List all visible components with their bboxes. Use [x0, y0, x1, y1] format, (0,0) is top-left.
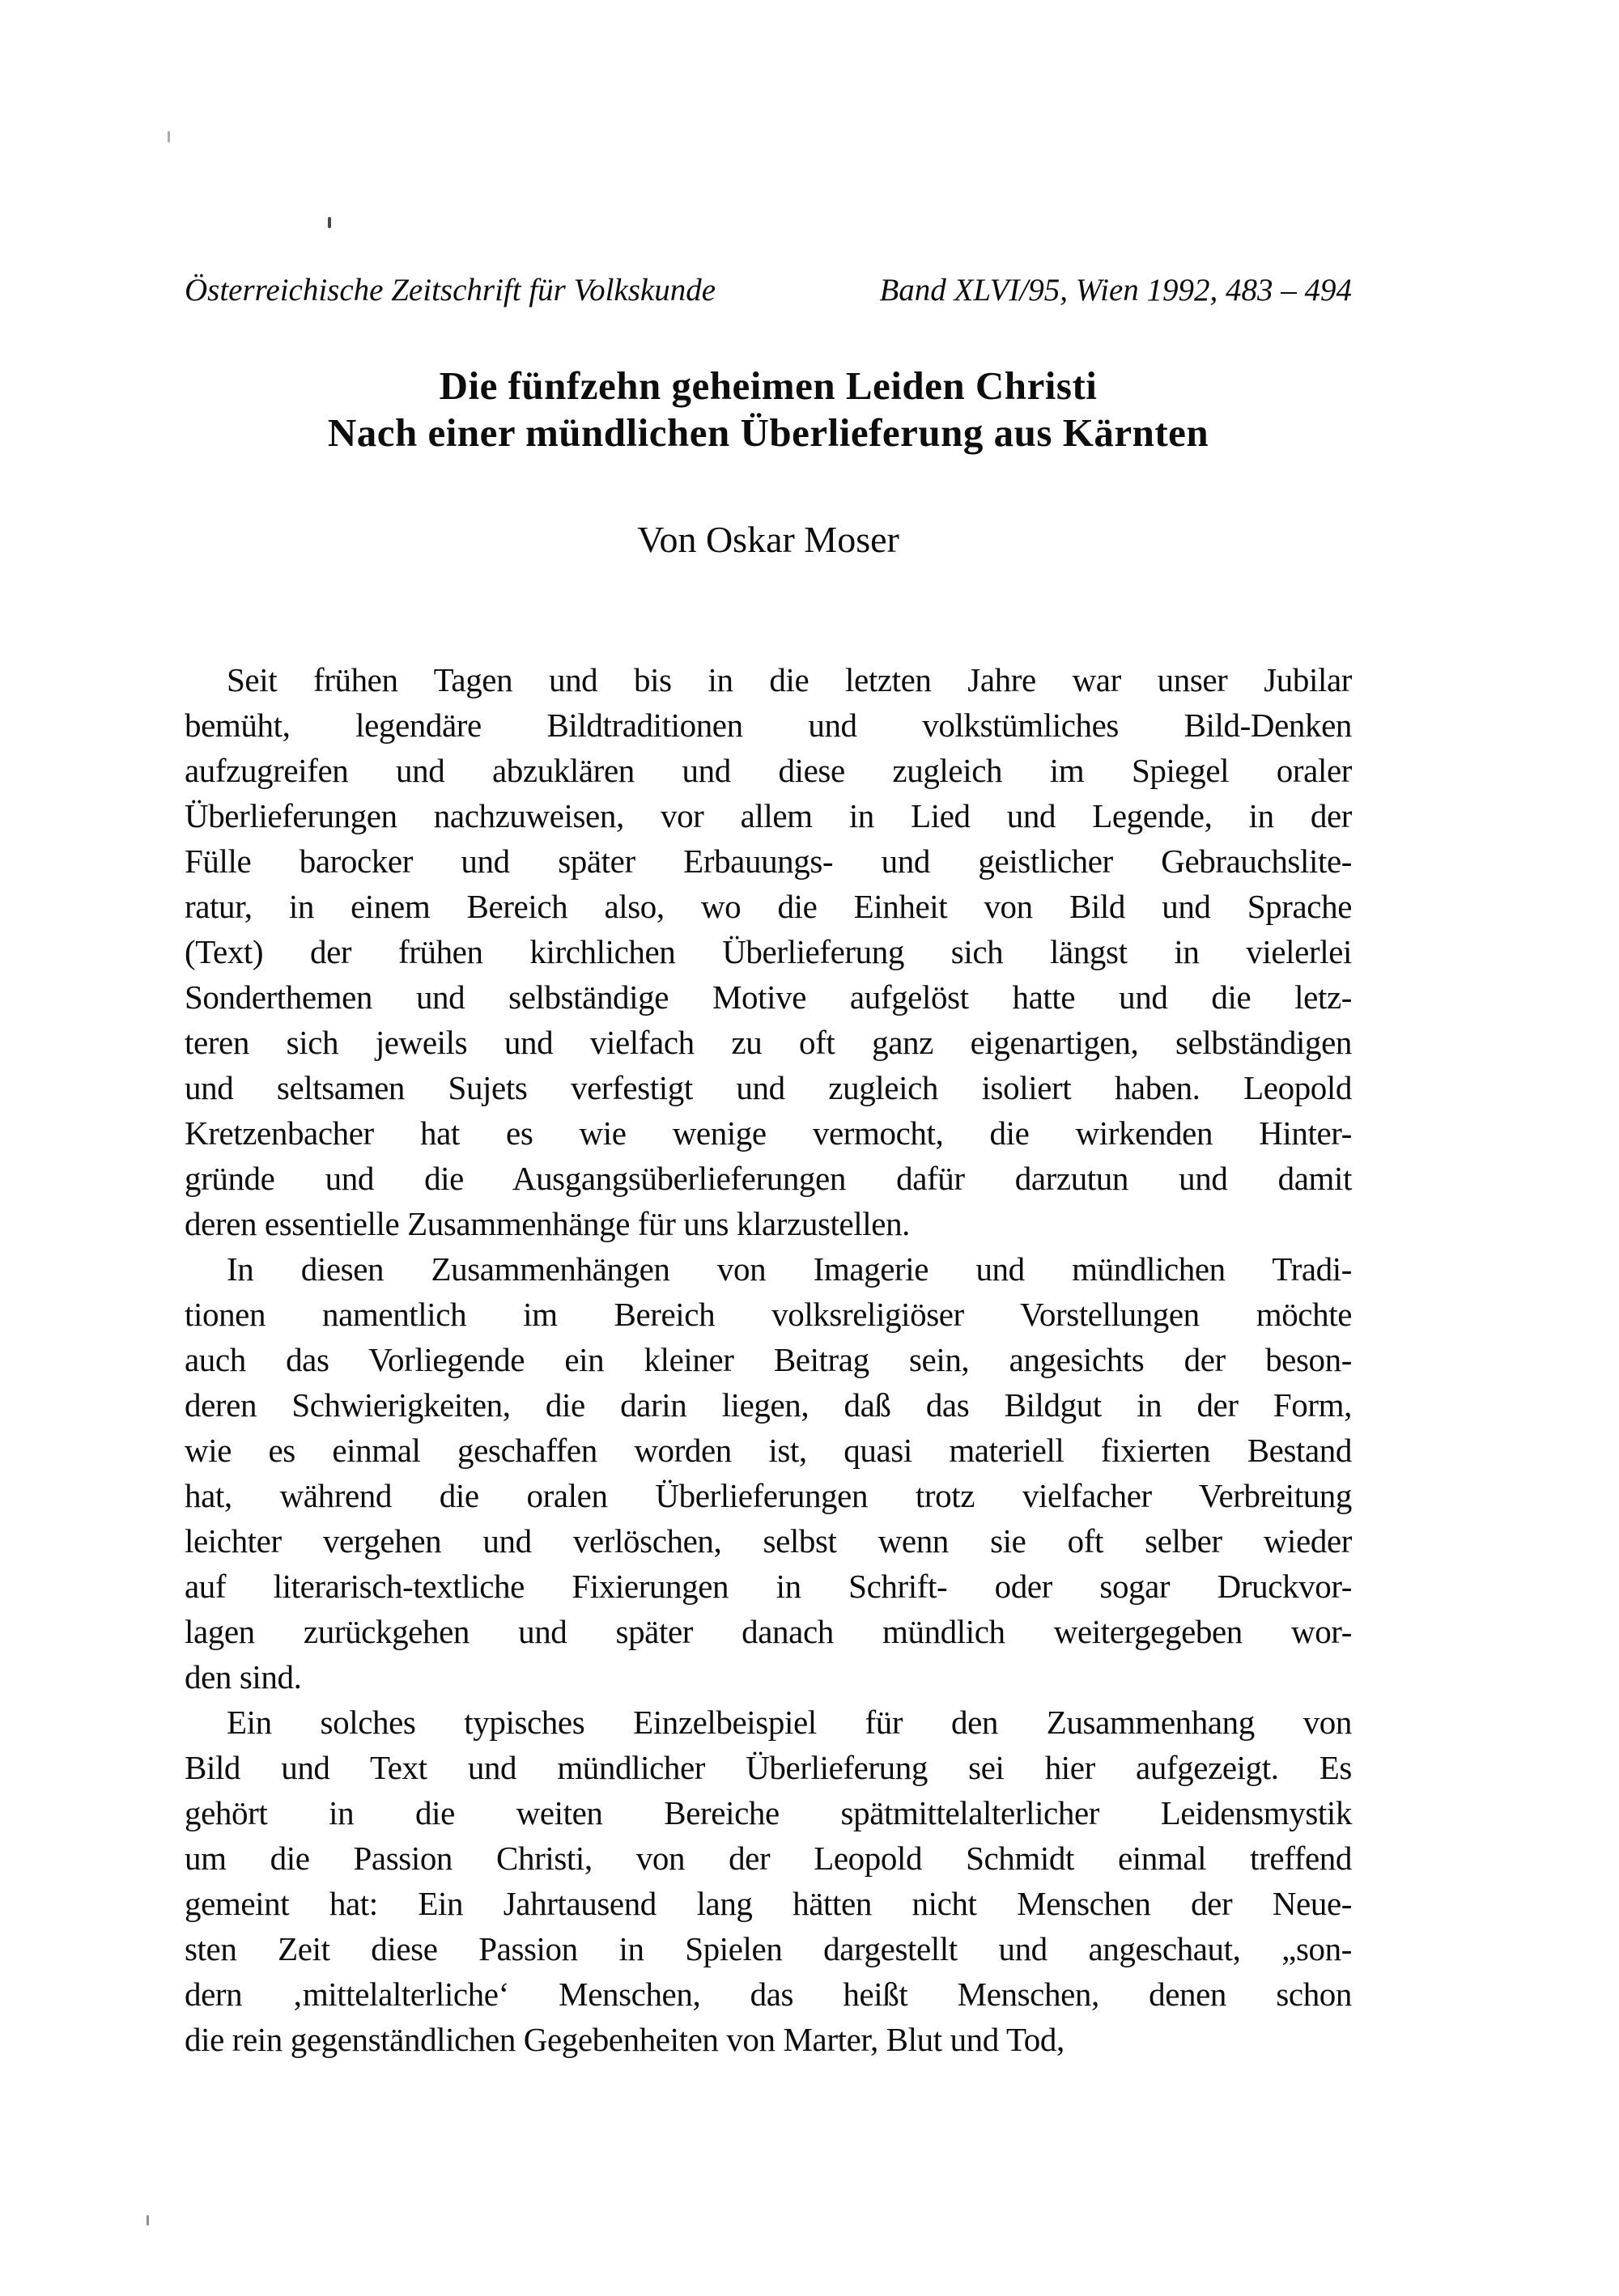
text-line: Seit frühen Tagen und bis in die letzten Jahre war unser Jubilar: [227, 661, 1352, 698]
text-line: sten Zeit diese Passion in Spielen dargestellt und angeschaut, „son-: [185, 1930, 1352, 1967]
text-line: teren sich jeweils und vielfach zu oft ganz eigenartigen, selbständigen: [185, 1024, 1352, 1061]
text-line: Bild und Text und mündlicher Überlieferung sei hier aufgezeigt. Es: [185, 1749, 1352, 1786]
text-line: auf literarisch-textliche Fixierungen in Schrift- oder sogar Druckvor-: [185, 1568, 1352, 1605]
text-line: Fülle barocker und später Erbauungs- und geistlicher Gebrauchslite-: [185, 842, 1352, 880]
text-line: tionen namentlich im Bereich volksreligiöser Vorstellungen möchte: [185, 1296, 1352, 1333]
journal-header: [185, 272, 1352, 310]
scan-speck-mark: [328, 217, 331, 228]
text-line: hat, während die oralen Überlieferungen trotz vielfacher Verbreitung: [185, 1477, 1352, 1514]
text-line: deren essentielle Zusammenhänge für uns klarzustellen.: [185, 1205, 911, 1242]
issue-info: Band XLVI/95, Wien 1992, 483 – 494: [879, 273, 1352, 308]
text-line: bemüht, legendäre Bildtraditionen und volkstümliches Bild-Denken: [185, 707, 1352, 744]
text-line: leichter vergehen und verlöschen, selbst wenn sie oft selber wieder: [185, 1522, 1352, 1560]
title-line-2: Nach einer mündlichen Überlieferung aus Kärnten: [327, 410, 1209, 455]
text-line: Sonderthemen und selbständige Motive aufgelöst hatte und die letz-: [185, 978, 1352, 1016]
text-line: Kretzenbacher hat es wie wenige vermocht, die wirkenden Hinter-: [185, 1114, 1352, 1152]
text-line: deren Schwierigkeiten, die darin liegen, daß das Bildgut in der Form,: [185, 1386, 1352, 1424]
journal-name: Österreichische Zeitschrift für Volkskunde: [185, 273, 716, 308]
text-line: gehört in die weiten Bereiche spätmittelalterlicher Leidensmystik: [185, 1794, 1352, 1831]
text-line: ratur, in einem Bereich also, wo die Einheit von Bild und Sprache: [185, 888, 1352, 925]
text-line: den sind.: [185, 1658, 302, 1695]
text-line: die rein gegenständlichen Gegebenheiten von Marter, Blut und Tod,: [185, 2021, 1064, 2058]
paragraph: [185, 1246, 1352, 1700]
byline: Von Oskar Moser: [637, 519, 899, 560]
article-body: [185, 657, 1352, 2062]
text-line: lagen zurückgehen und später danach mündlich weitergegeben wor-: [185, 1613, 1352, 1650]
text-line: gründe und die Ausgangsüberlieferungen dafür darzutun und damit: [185, 1160, 1352, 1197]
title-line-1: Die fünfzehn geheimen Leiden Christi: [439, 363, 1098, 408]
text-line: und seltsamen Sujets verfestigt und zugleich isoliert haben. Leopold: [185, 1069, 1352, 1106]
paragraph: [185, 1700, 1352, 2062]
text-line: aufzugreifen und abzuklären und diese zugleich im Spiegel oraler: [185, 752, 1352, 789]
text-line: um die Passion Christi, von der Leopold Schmidt einmal treffend: [185, 1840, 1352, 1877]
text-line: wie es einmal geschaffen worden ist, quasi materiell fixierten Bestand: [185, 1432, 1352, 1469]
text-line: (Text) der frühen kirchlichen Überlieferung sich längst in vielerlei: [185, 933, 1352, 970]
text-line: In diesen Zusammenhängen von Imagerie und mündlichen Tradi-: [227, 1250, 1352, 1288]
text-line: Überlieferungen nachzuweisen, vor allem in Lied und Legende, in der: [185, 797, 1352, 834]
text-line: dern ‚mittelalterliche‘ Menschen, das heißt Menschen, denen schon: [185, 1976, 1352, 2013]
text-line: auch das Vorliegende ein kleiner Beitrag sein, angesichts der beson-: [185, 1341, 1352, 1378]
scan-speck-mark: [168, 131, 170, 142]
paragraph: [185, 657, 1352, 1246]
scan-speck-mark: [147, 2215, 149, 2226]
article-title: [185, 363, 1352, 456]
text-line: Ein solches typisches Einzelbeispiel für den Zusammenhang von: [227, 1704, 1352, 1741]
text-line: gemeint hat: Ein Jahrtausend lang hätten nicht Menschen der Neue-: [185, 1885, 1352, 1922]
